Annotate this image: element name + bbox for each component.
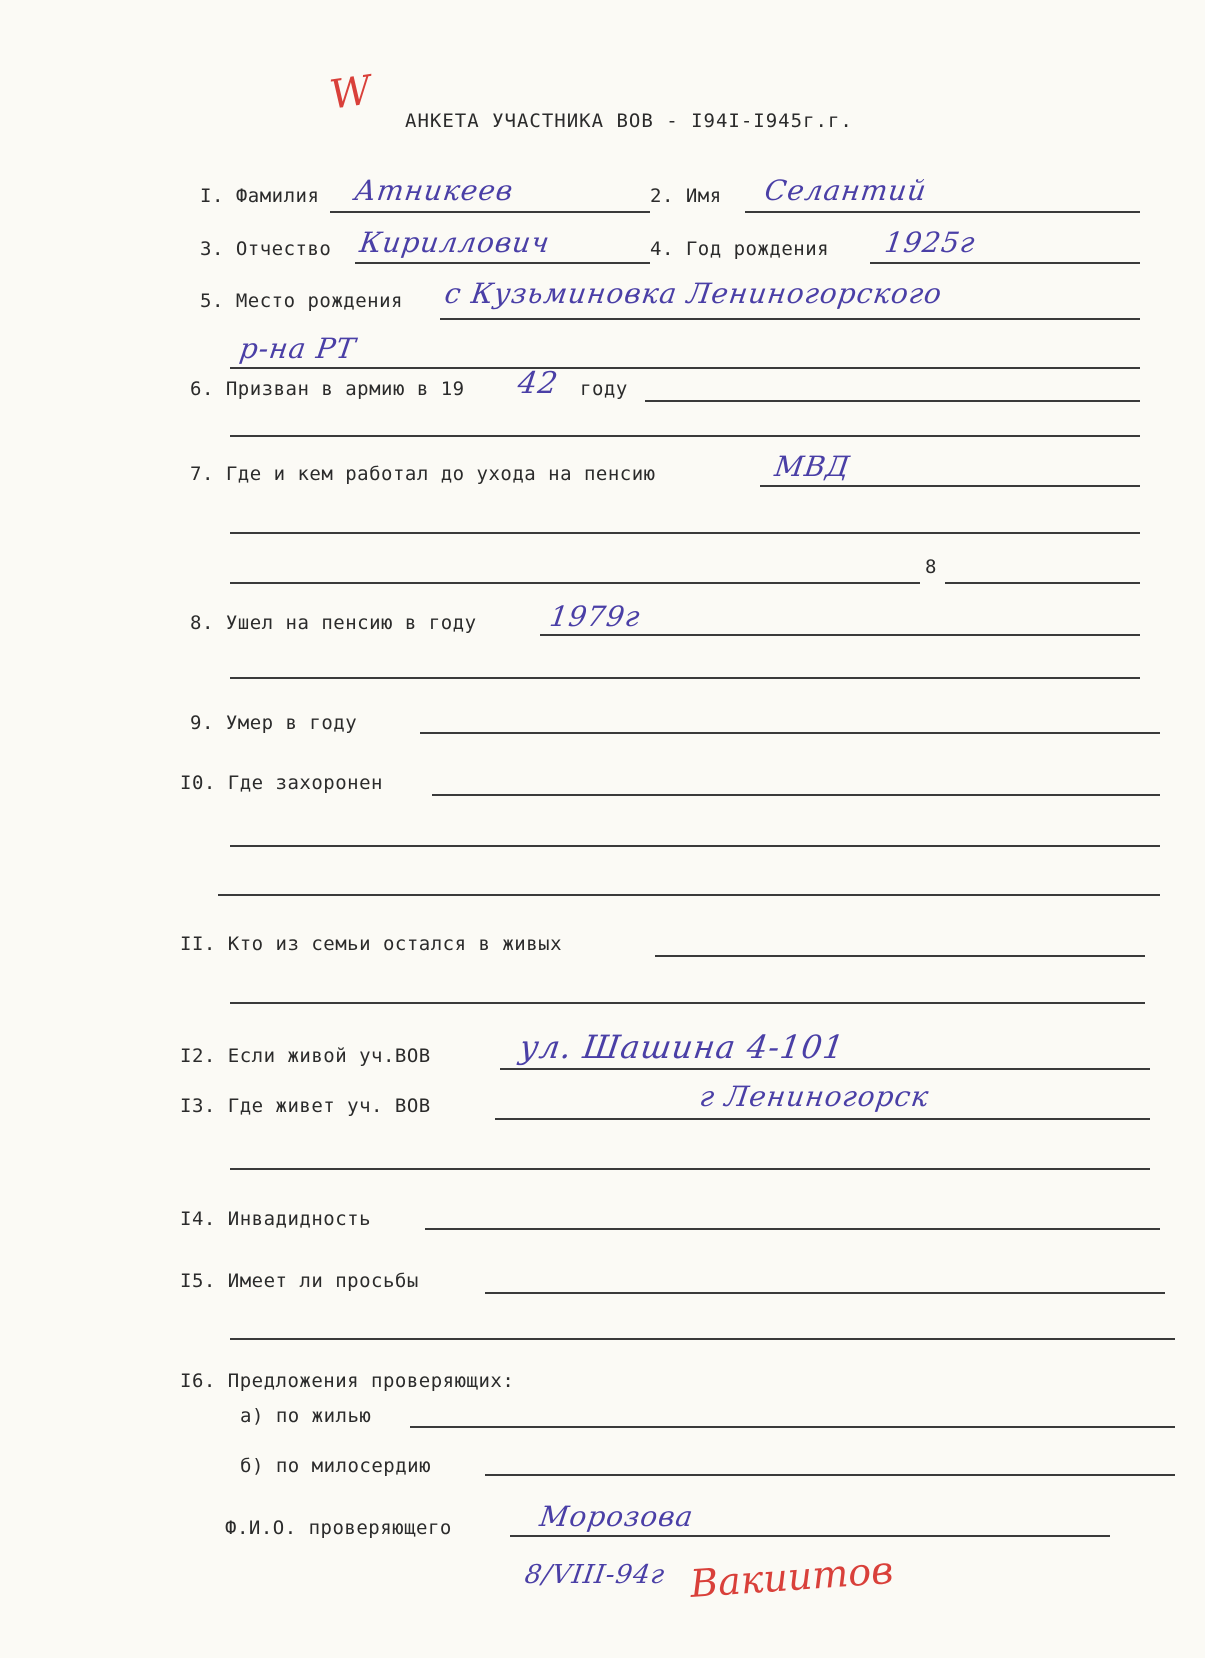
field-14-line[interactable] xyxy=(425,1228,1160,1230)
field-13-value: г Лениногорск xyxy=(697,1080,932,1113)
field-7-value: МВД xyxy=(772,450,853,483)
field-5-line[interactable] xyxy=(440,318,1140,320)
field-15-label: I5. Имеет ли просьбы xyxy=(180,1270,419,1292)
field-6-line[interactable] xyxy=(645,400,1140,402)
field-2-label: 2. Имя xyxy=(650,185,722,207)
inspector-value: Морозова xyxy=(537,1500,696,1533)
field-9-label: 9. Умер в году xyxy=(190,712,358,734)
field-5-line-2[interactable] xyxy=(230,367,1140,369)
field-6-label-a: 6. Призван в армию в 19 xyxy=(190,378,465,400)
field-1-line[interactable] xyxy=(330,211,650,213)
field-7-line-3a[interactable] xyxy=(230,582,920,584)
inspector-line[interactable] xyxy=(510,1535,1110,1537)
field-10-line[interactable] xyxy=(432,794,1160,796)
field-12-value: ул. Шашина 4-101 xyxy=(517,1028,848,1066)
field-7-note: 8 xyxy=(925,556,937,578)
field-7-label: 7. Где и кем работал до ухода на пенсию xyxy=(190,463,656,485)
field-2-line[interactable] xyxy=(745,211,1140,213)
field-7-line-3b[interactable] xyxy=(945,582,1140,584)
field-3-label: 3. Отчество xyxy=(200,238,332,260)
field-3-value: Кириллович xyxy=(357,226,553,259)
field-15-line[interactable] xyxy=(485,1292,1165,1294)
field-1-label: I. Фамилия xyxy=(200,185,320,207)
field-13-line-2[interactable] xyxy=(230,1168,1150,1170)
field-8-line-2[interactable] xyxy=(230,677,1140,679)
field-10-line-3[interactable] xyxy=(218,894,1160,896)
field-16b-label: б) по милосердию xyxy=(240,1455,432,1477)
field-11-line[interactable] xyxy=(655,955,1145,957)
field-8-label: 8. Ушел на пенсию в году xyxy=(190,612,477,634)
field-16b-line[interactable] xyxy=(485,1474,1175,1476)
field-6-line-2[interactable] xyxy=(230,435,1140,437)
field-4-value: 1925г xyxy=(882,226,978,259)
field-11-label: II. Кто из семьи остался в живых xyxy=(180,933,563,955)
inspector-label: Ф.И.О. проверяющего xyxy=(225,1517,452,1539)
field-16a-label: а) по жилью xyxy=(240,1405,372,1427)
field-13-label: I3. Где живет уч. ВОВ xyxy=(180,1095,431,1117)
field-11-line-2[interactable] xyxy=(230,1002,1145,1004)
field-16a-line[interactable] xyxy=(410,1426,1175,1428)
field-4-line[interactable] xyxy=(870,262,1140,264)
field-6-value: 42 xyxy=(515,366,561,401)
field-16-label: I6. Предложения проверяющих: xyxy=(180,1370,515,1392)
field-3-line[interactable] xyxy=(355,262,650,264)
field-9-line[interactable] xyxy=(420,732,1160,734)
field-5-value-2: р-на РТ xyxy=(237,332,359,365)
field-12-label: I2. Если живой уч.ВОВ xyxy=(180,1045,431,1067)
field-15-line-2[interactable] xyxy=(230,1338,1175,1340)
field-2-value: Селантий xyxy=(762,174,929,207)
field-12-line[interactable] xyxy=(500,1068,1150,1070)
field-7-line[interactable] xyxy=(760,485,1140,487)
field-4-label: 4. Год рождения xyxy=(650,238,830,260)
field-8-line[interactable] xyxy=(540,634,1140,636)
field-5-label: 5. Место рождения xyxy=(200,290,403,312)
field-10-label: I0. Где захоронен xyxy=(180,772,383,794)
field-8-value: 1979г xyxy=(547,600,643,633)
signature: Вакиитов xyxy=(688,1547,895,1607)
field-1-value: Атникеев xyxy=(352,174,516,207)
form-title: АНКЕТА УЧАСТНИКА ВОВ - I94I-I945г.г. xyxy=(405,110,853,132)
field-5-value: с Кузьминовка Лениногорского xyxy=(442,277,945,310)
field-10-line-2[interactable] xyxy=(230,845,1160,847)
field-13-line[interactable] xyxy=(495,1118,1150,1120)
field-14-label: I4. Инвадидность xyxy=(180,1208,372,1230)
field-6-label-b: году xyxy=(580,378,628,400)
date-value: 8/VIII-94г xyxy=(522,1560,668,1590)
field-7-line-2[interactable] xyxy=(230,532,1140,534)
corner-mark: W xyxy=(326,67,375,119)
